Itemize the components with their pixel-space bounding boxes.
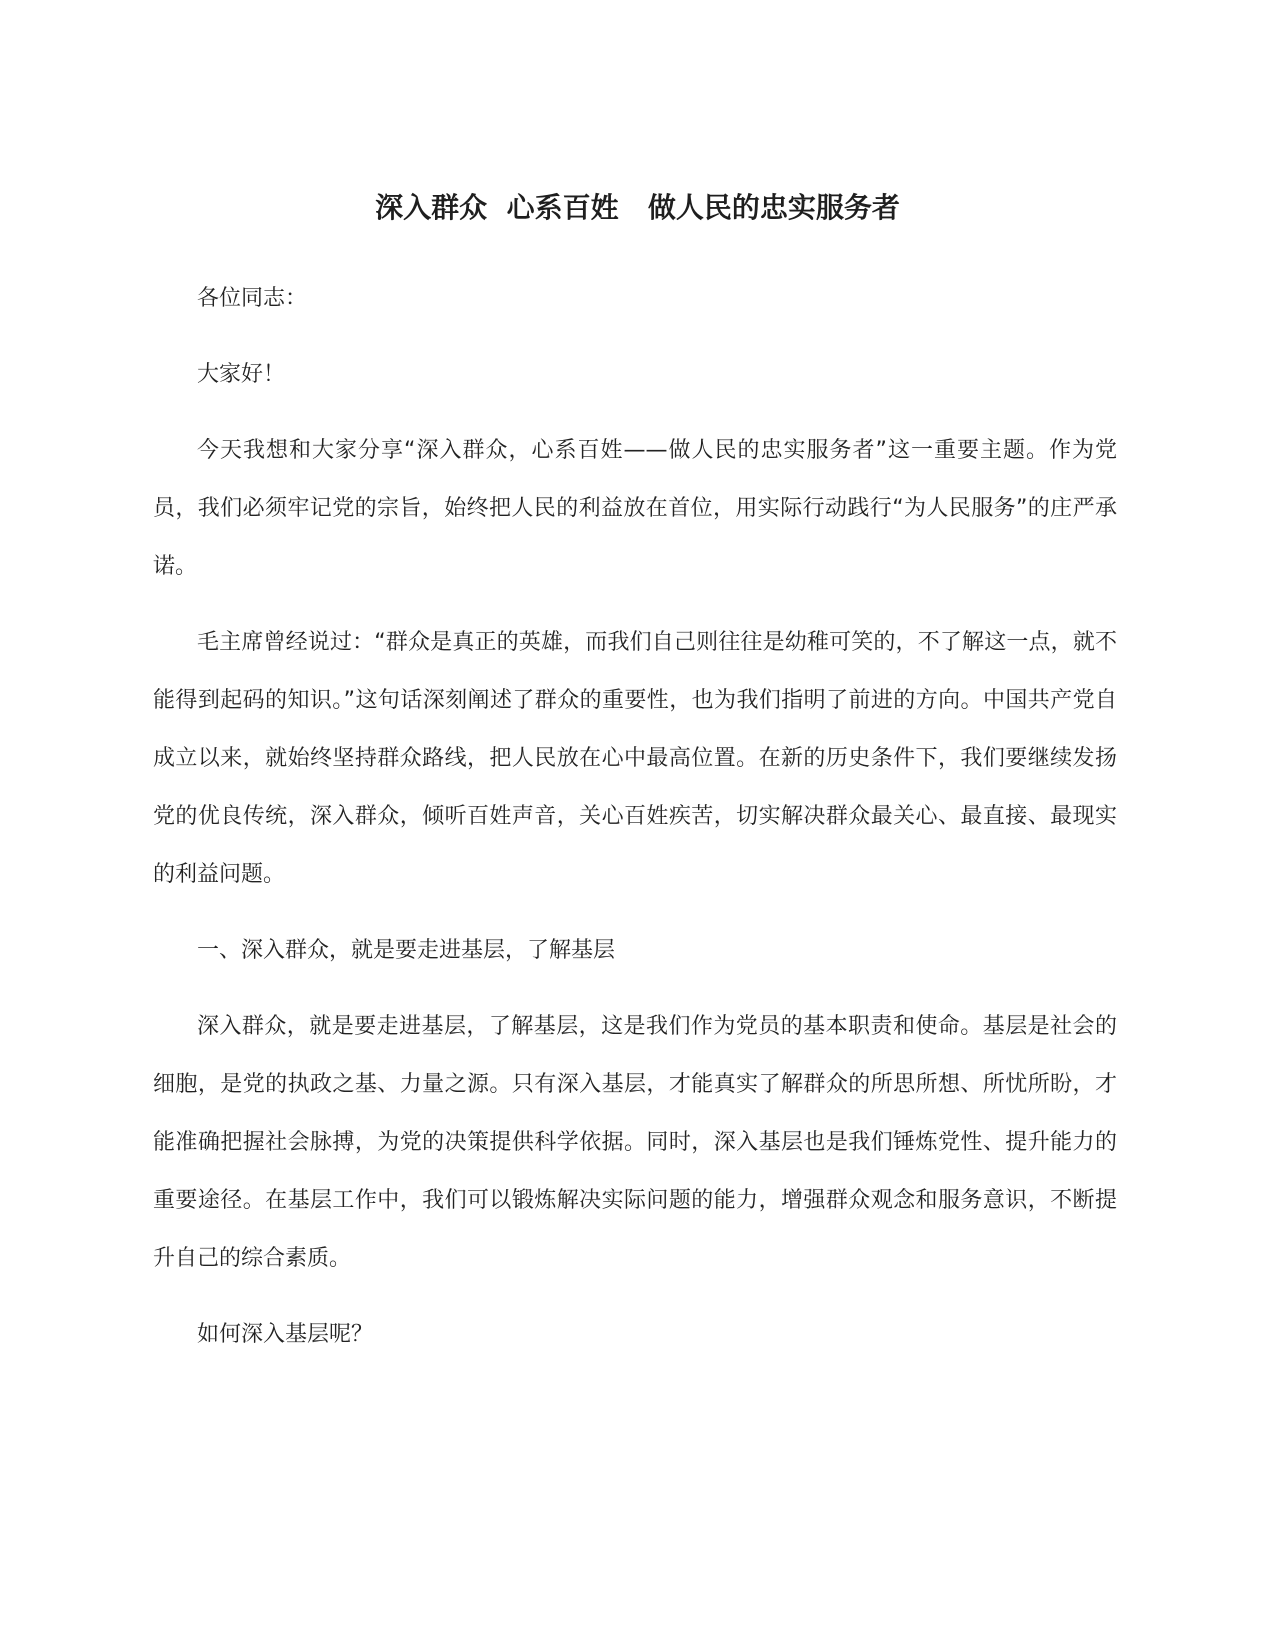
section-body-paragraph: 深入群众，就是要走进基层，了解基层，这是我们作为党员的基本职责和使命。基层是社会的细胞，是党的执政之基、力量之源。只有深入基层，才能真实了解群众的所思所想、所忧所盼，才能准确把握社会脉搏，为党的决策提供科学依据。同时，深入基层也是我们锤炼党性、提升能力的重要途径。在基层工作中，我们可以锻炼解决实际问题的能力，增强群众观念和服务意识，不断提升自己的综合素质。 <box>153 1014 1117 1271</box>
quote-paragraph: 毛主席曾经说过：“群众是真正的英雄，而我们自己则往往是幼稚可笑的，不了解这一点，就不能得到起码的知识。”这句话深刻阐述了群众的重要性，也为我们指明了前进的方向。中国共产党自成立以来，就始终坚持群众路线，把人民放在心中最高位置。在新的历史条件下，我们要继续发扬党的优良传统，深入群众，倾听百姓声音，关心百姓疾苦，切实解决群众最关心、最直接、最现实的利益问题。 <box>153 630 1117 887</box>
document-title: 深入群众 心系百姓 做人民的忠实服务者 <box>375 191 900 224</box>
section-heading: 一、深入群众，就是要走进基层，了解基层 <box>197 938 616 963</box>
greeting-paragraph: 大家好！ <box>197 362 286 387</box>
document-body <box>153 270 1117 1382</box>
question-paragraph: 如何深入基层呢？ <box>197 1322 374 1347</box>
salutation-paragraph: 各位同志： <box>197 286 308 311</box>
intro-paragraph: 今天我想和大家分享“深入群众，心系百姓——做人民的忠实服务者”这一重要主题。作为党员，我们必须牢记党的宗旨，始终把人民的利益放在首位，用实际行动践行“为人民服务”的庄严承诺。 <box>153 438 1117 579</box>
